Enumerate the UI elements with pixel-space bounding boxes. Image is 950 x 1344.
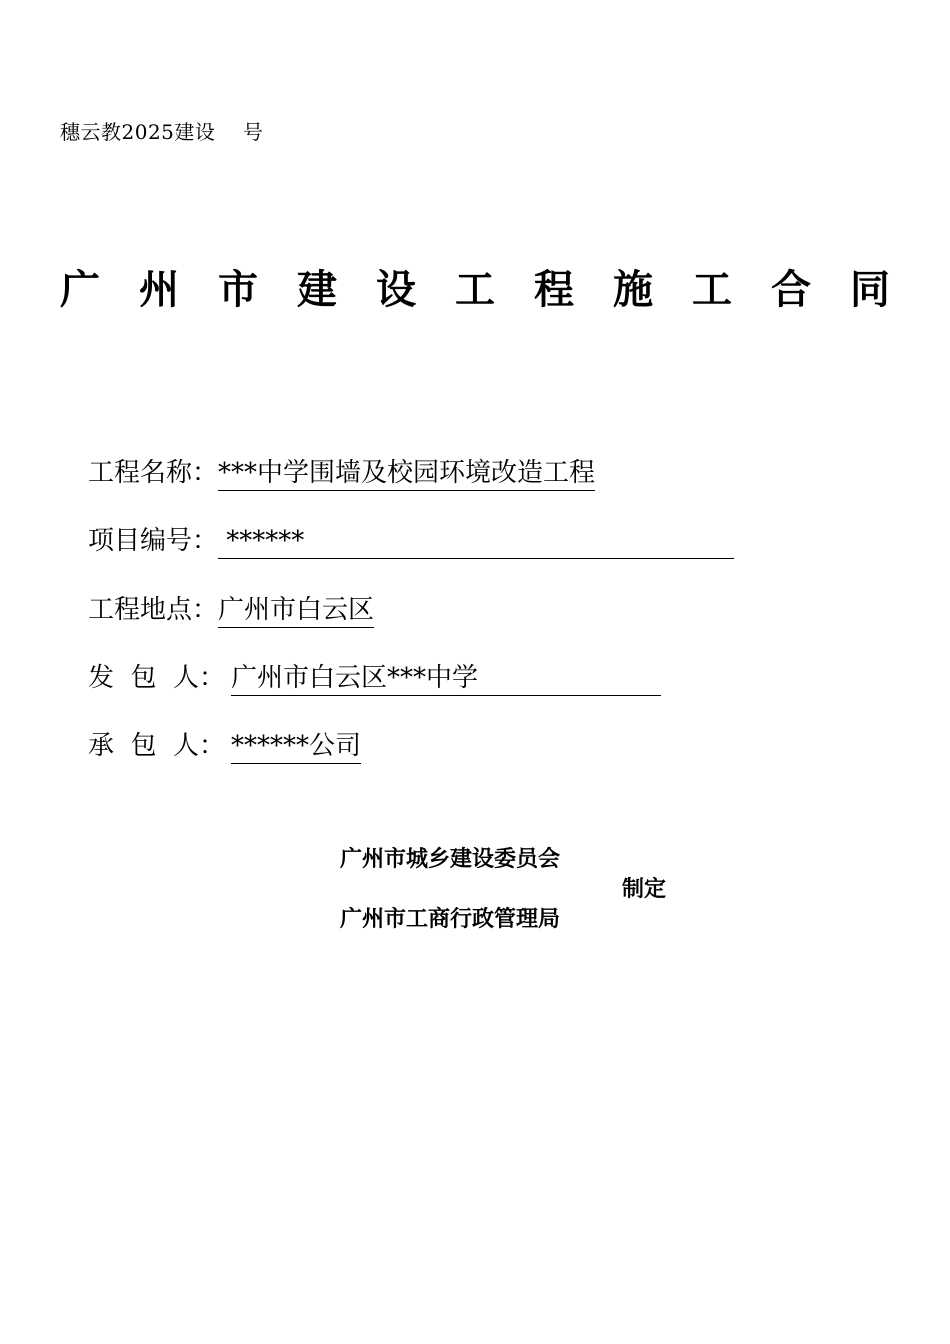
field-label: 承 包 人： — [88, 731, 226, 761]
title-char: 合 — [771, 267, 811, 313]
field-label: 工程名称： — [88, 458, 219, 488]
issuer-commerce-bureau: 广州市工商行政管理局 — [340, 907, 561, 932]
field-employer — [88, 657, 661, 696]
title-char: 工 — [455, 267, 495, 313]
field-project-number — [88, 520, 734, 559]
document-number: 穗云教2025建设 号 — [60, 120, 264, 144]
title-char: 施 — [613, 267, 653, 313]
field-project-location — [88, 589, 374, 628]
title-char: 市 — [218, 267, 258, 313]
title-char: 州 — [139, 267, 179, 313]
field-value: ***中学围墙及校园环境改造工程 — [218, 458, 595, 491]
field-value: 广州市白云区 — [218, 595, 374, 628]
field-label: 工程地点： — [88, 595, 219, 625]
field-label: 项目编号： — [88, 526, 219, 556]
title-char: 程 — [534, 267, 574, 313]
title-char: 同 — [850, 267, 890, 313]
field-value: ******公司 — [231, 731, 361, 764]
field-contractor — [88, 725, 361, 764]
field-label: 发 包 人： — [88, 663, 226, 693]
issued-by-label: 制定 — [622, 877, 667, 902]
field-value: 广州市白云区***中学 — [231, 663, 661, 696]
contract-title — [60, 258, 890, 315]
title-char: 工 — [692, 267, 732, 313]
title-char: 设 — [376, 267, 416, 313]
issuer-construction-committee: 广州市城乡建设委员会 — [340, 847, 561, 872]
title-char: 建 — [297, 267, 337, 313]
field-value: ****** — [218, 526, 734, 559]
title-char: 广 — [60, 267, 100, 313]
field-project-name — [88, 452, 595, 491]
